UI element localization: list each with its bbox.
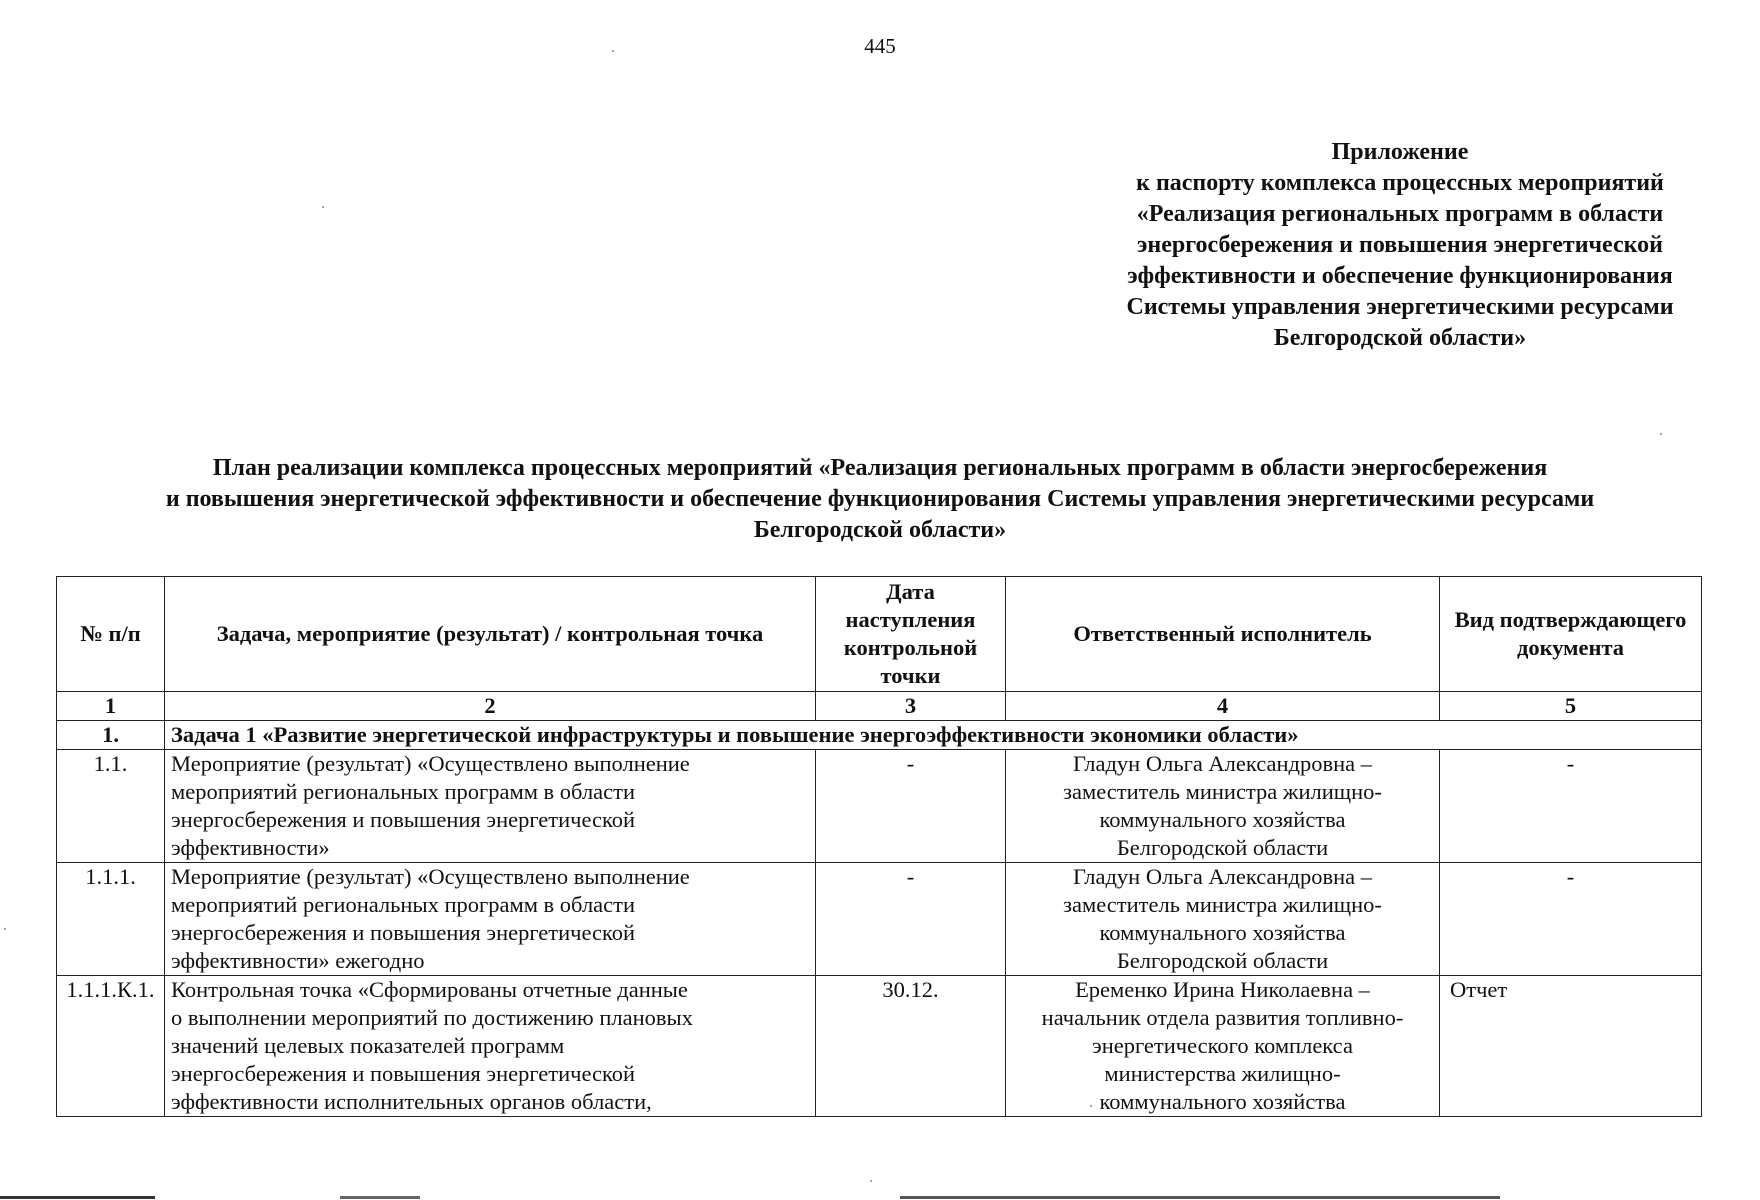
row-responsible-line: Белгородской области [1116,835,1329,860]
column-number: 1 [57,692,165,721]
header-task: Задача, мероприятие (результат) / контрольная точка [165,577,816,692]
row-measure-line: энергосбережения и повышения энергетической [171,807,636,832]
page-number: 445 [864,34,896,58]
row-responsible [1006,976,1440,1117]
implementation-plan-table [56,576,1702,1117]
row-measure-line: эффективности исполнительных органов области, [171,1089,652,1114]
row-responsible-line: Гладун Ольга Александровна – [1072,751,1373,776]
table-header-row [57,577,1702,692]
column-number: 5 [1440,692,1702,721]
appendix-line: к паспорту комплекса процессных мероприятий [1136,170,1664,196]
scan-speck [322,206,324,208]
row-responsible-line: Еременко Ирина Николаевна – [1075,977,1370,1002]
row-measure-line: энергосбережения и повышения энергетической [171,1061,636,1086]
appendix-heading [1040,137,1760,354]
row-responsible-line: заместитель министра жилищно- [1063,892,1382,917]
row-measure [165,976,816,1117]
row-date: 30.12. [816,976,1006,1117]
row-number: 1.1.1. [57,863,165,976]
table-row [57,863,1702,976]
row-document: - [1440,750,1702,863]
task-number: 1. [57,721,165,750]
appendix-line: Приложение [1331,139,1469,165]
row-measure [165,750,816,863]
row-responsible-line: министерства жилищно- [1104,1061,1341,1086]
appendix-line: «Реализация региональных программ в области [1136,201,1664,227]
appendix-line: эффективности и обеспечение функционирования [1127,263,1673,289]
header-number: № п/п [57,577,165,692]
row-number: 1.1. [57,750,165,863]
row-measure-line: мероприятий региональных программ в области [171,779,636,804]
scan-speck [4,928,6,930]
row-number: 1.1.1.К.1. [57,976,165,1117]
row-responsible-line: коммунального хозяйства [1099,1089,1346,1114]
table-row [57,750,1702,863]
column-number: 2 [165,692,816,721]
scan-speck [870,1180,872,1182]
scan-edge-line [0,1196,1760,1199]
plan-title [50,453,1710,546]
row-measure-line: значений целевых показателей программ [171,1033,565,1058]
row-measure-line: мероприятий региональных программ в области [171,892,636,917]
row-document: - [1440,863,1702,976]
header-document-type: Вид подтверждающего документа [1440,577,1702,692]
column-number: 3 [816,692,1006,721]
table-row [57,976,1702,1117]
row-document: Отчет [1440,976,1702,1117]
scan-speck [612,50,614,52]
plan-title-line: Белгородской области» [753,517,1007,543]
plan-title-line: и повышения энергетической эффективности и обеспечение функционирования Системы управления энергетическими ресурсами [165,486,1595,512]
header-date: Дата наступления контрольной точки [816,577,1006,692]
row-measure-line: Контрольная точка «Сформированы отчетные данные [171,977,688,1002]
row-responsible-line: Гладун Ольга Александровна – [1072,864,1373,889]
row-measure-line: эффективности» [171,835,330,860]
row-date: - [816,750,1006,863]
row-responsible-line: Белгородской области [1116,948,1329,973]
row-responsible-line: заместитель министра жилищно- [1063,779,1382,804]
plan-title-line: План реализации комплекса процессных мероприятий «Реализация региональных программ в области энергосбережения [212,455,1548,481]
task-title: Задача 1 «Развитие энергетической инфраструктуры и повышение энергоэффективности экономики области» [165,721,1702,750]
column-number-row [57,692,1702,721]
row-date: - [816,863,1006,976]
task-row [57,721,1702,750]
row-measure-line: Мероприятие (результат) «Осуществлено выполнение [171,751,690,776]
row-responsible-line: коммунального хозяйства [1099,807,1346,832]
scan-speck [1660,433,1662,435]
row-responsible-line: начальник отдела развития топливно- [1041,1005,1404,1030]
appendix-line: энергосбережения и повышения энергетической [1137,232,1663,258]
row-responsible [1006,863,1440,976]
row-measure-line: энергосбережения и повышения энергетической [171,920,636,945]
scan-speck [1090,1105,1092,1107]
row-measure-line: о выполнении мероприятий по достижению плановых [171,1005,693,1030]
appendix-line: Системы управления энергетическими ресурсами [1126,294,1674,320]
appendix-line: Белгородской области» [1273,325,1527,351]
row-responsible-line: энергетического комплекса [1092,1033,1353,1058]
header-responsible: Ответственный исполнитель [1006,577,1440,692]
row-measure-line: эффективности» ежегодно [171,948,425,973]
row-responsible [1006,750,1440,863]
column-number: 4 [1006,692,1440,721]
row-measure [165,863,816,976]
row-measure-line: Мероприятие (результат) «Осуществлено выполнение [171,864,690,889]
row-responsible-line: коммунального хозяйства [1099,920,1346,945]
